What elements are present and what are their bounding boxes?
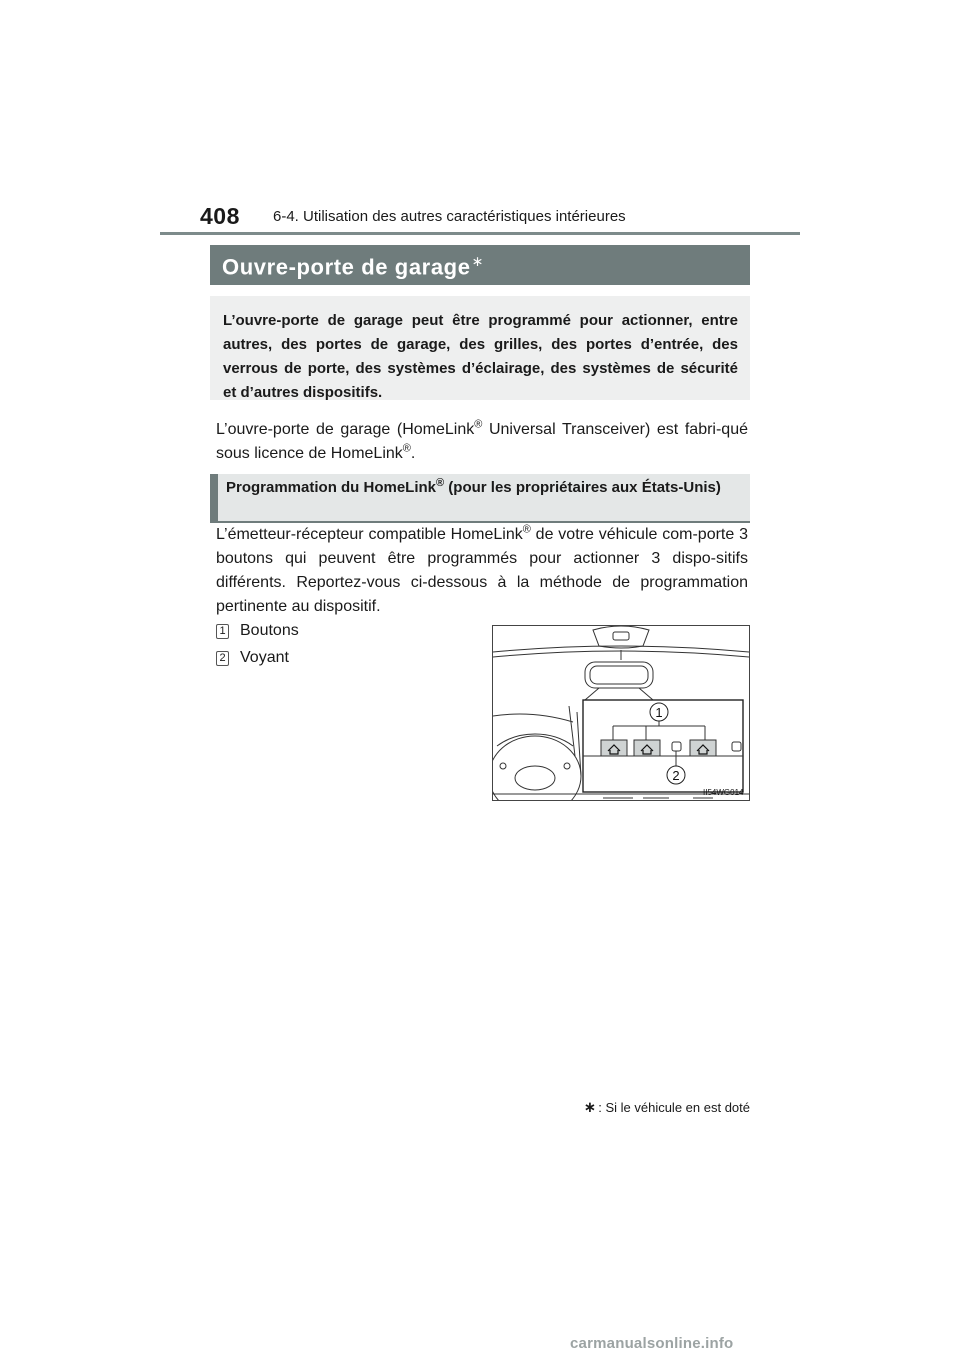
callout-number-2: 2 [216,651,229,666]
subsection-heading: Programmation du HomeLink® (pour les propriétaires aux États-Unis) [210,474,750,522]
callout-number-1: 1 [216,624,229,639]
legend-item-buttons [216,622,299,640]
watermark: carmanualsonline.info [570,1335,734,1352]
legend-item-indicator [216,649,289,667]
page-number: 408 [200,203,240,229]
transceiver-paragraph: L’émetteur-récepteur compatible HomeLink® de votre véhicule com-porte 3 boutons qui peuvent être programmés pour actionner 3 dispo-sitifs différents. Reportez-vous ci-dessous à la méthode de programmation pertinente au dispositif. [216,523,748,615]
license-paragraph: L’ouvre-porte de garage (HomeLink® Universal Transceiver) est fabri-qué sous licence de HomeLink®. [216,418,748,462]
footnote [584,1098,750,1116]
figure-callout-1: 1 [655,705,663,720]
legend-label: Boutons [240,622,299,639]
page-title-text: Ouvre-porte de garage [222,254,471,280]
asterisk-icon: ∗ [583,1099,597,1116]
optional-equipment-marker: ∗ [471,253,484,269]
intro-box: L’ouvre-porte de garage peut être programmé pour actionner, entre autres, des portes de garage, des grilles, des portes d’entrée, des verrous de porte, des systèmes d’éclairage, des systèmes de sécurité et d’autres dispositifs. [210,296,750,400]
figure-code: II54WG014 [703,788,744,797]
homelink-illustration [492,625,750,801]
figure-callout-2: 2 [672,768,680,783]
legend-label: Voyant [240,649,289,666]
page-title [210,245,750,285]
indicator-light [672,742,681,751]
footnote-text: : Si le véhicule en est doté [598,1100,750,1115]
section-header: 6-4. Utilisation des autres caractéristiques intérieures [273,208,626,225]
header-divider [160,232,800,235]
